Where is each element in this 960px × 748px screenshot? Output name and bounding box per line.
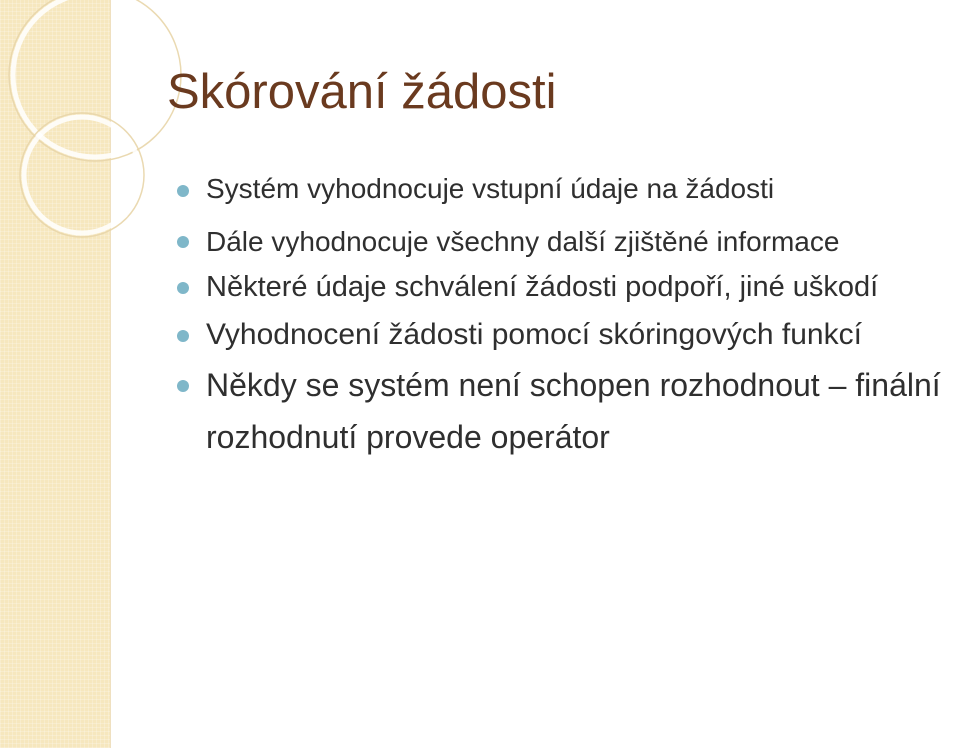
bullet-item: Systém vyhodnocuje vstupní údaje na žádosti xyxy=(170,168,960,210)
slide-title: Skórování žádosti xyxy=(167,65,557,119)
bullet-item: Některé údaje schválení žádosti podpoří, jiné uškodí xyxy=(170,264,960,311)
bullet-item: Dále vyhodnocuje všechny další zjištěné informace xyxy=(170,219,960,264)
decorative-sidebar xyxy=(0,0,111,748)
bullet-list xyxy=(170,168,960,464)
bullet-item: Někdy se systém není schopen rozhodnout – finální rozhodnutí provede operátor xyxy=(170,360,960,464)
bullet-item: Vyhodnocení žádosti pomocí skóringových funkcí xyxy=(170,311,960,360)
